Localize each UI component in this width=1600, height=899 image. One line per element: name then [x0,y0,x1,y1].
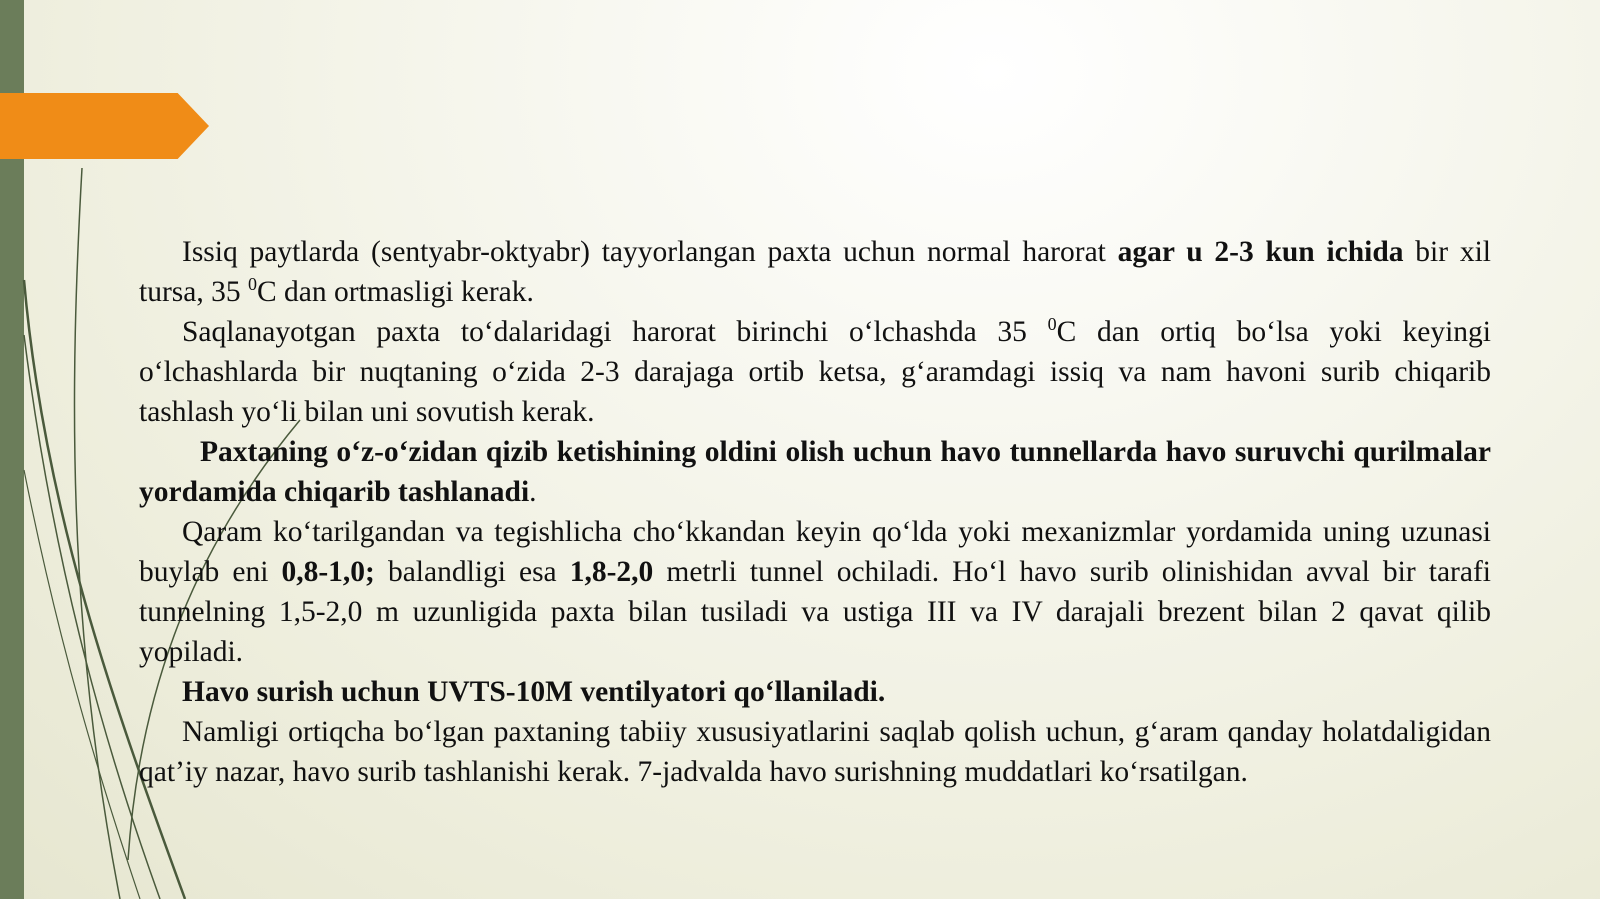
degree-superscript: 0 [247,274,257,295]
paragraph-1-text-2: bir xil tursa, 35 [139,236,1491,308]
curve-line-1 [74,168,120,899]
paragraph-2-text-2: C dan ortiq bo‘lsa yoki keyingi o‘lchashlarda bir nuqtaning o‘zida 2-3 darajaga ortib ketsa, g‘aramdagi issiq va nam havoni surib chiqarib tashlash yo‘li bilan uni sovutish kerak. [139,316,1491,428]
degree-superscript: 0 [1047,314,1057,335]
slide-text-body [139,232,1491,792]
paragraph-2 [139,312,1491,432]
paragraph-3-bold: Paxtaning o‘z-o‘zidan qizib ketishining oldini olish uchun havo tunnellarda havo suruvchi qurilmalar yordamida chiqarib tashlanadi [139,436,1491,508]
paragraph-3 [139,432,1491,512]
paragraph-5-bold: Havo surish uchun UVTS-10M ventilyatori qo‘llaniladi. [182,676,886,708]
paragraph-4 [139,512,1491,672]
paragraph-1-text-3: C dan ortmasligi kerak. [256,276,534,308]
height-value: 1,8-2,0 [569,556,654,588]
paragraph-6 [139,712,1491,792]
curve-line-4 [24,470,140,899]
paragraph-1 [139,232,1491,312]
paragraph-2-text: Saqlanayotgan paxta to‘dalaridagi harorat birinchi o‘lchashda 35 [182,316,1048,348]
paragraph-1-bold: agar u 2-3 kun ichida [1117,236,1404,268]
paragraph-3-text: . [529,476,537,508]
paragraph-4-text-2: balandligi esa [374,556,570,588]
paragraph-5 [139,672,1491,712]
width-value: 0,8-1,0; [281,556,375,588]
orange-arrow-tab [0,93,209,159]
paragraph-4-text-3: metrli tunnel ochiladi. Ho‘l havo surib olinishidan avval bir tarafi tunnelning 1,5-2,0 m uzunligida paxta bilan tusiladi va ustiga III va IV darajali brezent bilan 2 qavat qilib yopiladi. [139,556,1491,668]
paragraph-4-text: Qaram ko‘tarilgandan va tegishlicha cho‘kkandan keyin qo‘lda yoki mexanizmlar yordamida uning uzunasi buylab eni [139,516,1491,588]
paragraph-1-text: Issiq paytlarda (sentyabr-oktyabr) tayyorlangan paxta uchun normal harorat [182,236,1118,268]
paragraph-6-text: Namligi ortiqcha bo‘lgan paxtaning tabiiy xususiyatlarini saqlab qolish uchun, g‘aram qanday holatdaligidan qat’iy nazar, havo surib tashlanishi kerak. 7-jadvalda havo surishning muddatlari ko‘rsatilgan. [139,716,1491,788]
